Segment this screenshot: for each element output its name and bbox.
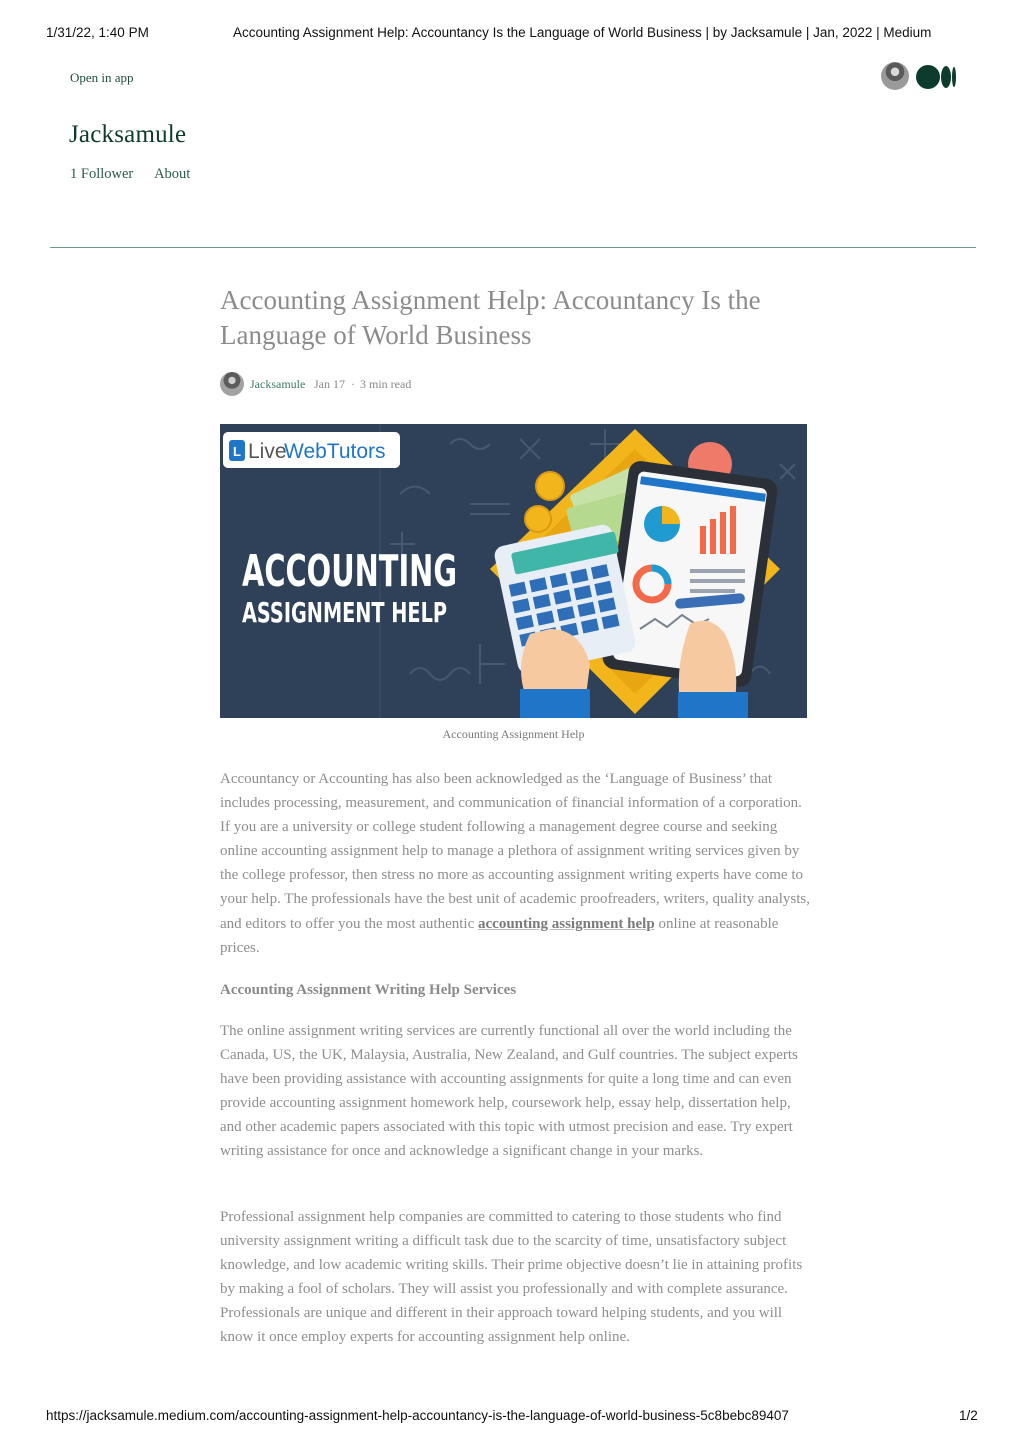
print-datetime: 1/31/22, 1:40 PM — [46, 25, 149, 40]
followers-link[interactable]: 1 Follower — [70, 166, 134, 182]
paragraph-3: Professional assignment help companies are committed to catering to those students who find university assignment writing a difficult task due to the scarcity of time, unsatisfactory subject knowledge, and low academic writing skills. Their prime objective doesn’t lie in attaining profits by making a fool of scholars. They will assist you professionally and with complete assurance. Professionals are unique and different in their approach toward helping students, and you will know it once employ experts for accounting assignment help online. — [220, 1209, 803, 1346]
about-link[interactable]: About — [154, 166, 191, 182]
article-title: Accounting Assignment Help: Accountancy Is the Language of World Business — [220, 285, 761, 350]
accounting-assignment-help-link[interactable]: accounting assignment help — [478, 915, 655, 932]
publication-links — [70, 166, 208, 183]
medium-logo-icon[interactable] — [916, 65, 956, 89]
byline-separator: · — [351, 377, 355, 391]
print-footer — [0, 1408, 1024, 1426]
print-header — [0, 25, 1024, 43]
hero-headline-1: ACCOUNTING — [242, 546, 457, 597]
page-number: 1/2 — [959, 1408, 978, 1423]
author-name-link[interactable]: Jacksamule — [250, 377, 306, 391]
print-url: https://jacksamule.medium.com/accounting-assignment-help-accountancy-is-the-language-of-world-business-5c8bebc89407 — [46, 1408, 789, 1423]
hero-image — [220, 424, 807, 718]
hero-brand-suffix: WebTutors — [284, 440, 386, 463]
paragraph-1 — [220, 767, 810, 960]
section-heading: Accounting Assignment Writing Help Services — [220, 982, 517, 998]
open-in-app-link[interactable]: Open in app — [70, 70, 134, 85]
hero-brand-prefix: Live — [248, 440, 287, 463]
print-page-title: Accounting Assignment Help: Accountancy Is the Language of World Business | by Jacksamule | Jan, 2022 | Medium — [233, 25, 932, 40]
paragraph-2: The online assignment writing services are currently functional all over the world including the Canada, US, the UK, Malaysia, Australia, New Zealand, and Gulf countries. The subject experts have been providing assistance with accounting assignments for quite a long time and can even provide accounting assignment homework help, coursework help, essay help, dissertation help, and other academic papers associated with this topic with utmost precision and ease. Try expert writing assistance for once and acknowledge a significant change in your marks. — [220, 1023, 798, 1160]
publication-name[interactable]: Jacksamule — [69, 121, 187, 148]
read-time: 3 min read — [360, 377, 412, 391]
header-divider — [50, 247, 976, 248]
hero-headline-2: ASSIGNMENT HELP — [242, 596, 447, 629]
user-avatar[interactable] — [881, 62, 909, 90]
paragraph-1-tail: online at reasonable prices. — [220, 915, 779, 956]
hero-brand-mark: L — [233, 444, 241, 459]
paragraph-1-text: Accountancy or Accounting has also been acknowledged as the ‘Language of Business’ that includes processing, measurement, and communication of financial information of a corporation. If you are a university or college student following a management degree course and seeking online accounting assignment help to manage a plethora of assignment writing services given by the college professor, then stress no more as accounting assignment writing experts have come to your help. The professionals have the best unit of academic proofreaders, writers, quality analysts, and editors to offer you the most authentic — [220, 771, 810, 932]
publish-date: Jan 17 — [314, 377, 345, 391]
author-avatar[interactable] — [220, 372, 244, 396]
image-caption: Accounting Assignment Help — [442, 727, 585, 741]
